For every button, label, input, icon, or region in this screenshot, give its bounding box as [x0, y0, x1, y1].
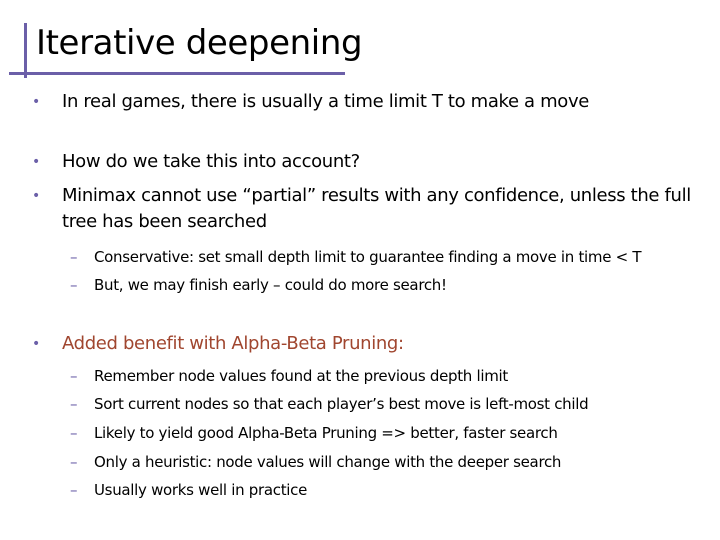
- sub-bullet-text: Sort current nodes so that each player’s best move is left-most child: [94, 395, 589, 413]
- bullet-item: [32, 183, 702, 235]
- bullet-text: In real games, there is usually a time limit T to make a move: [62, 91, 589, 112]
- sub-bullet-text: Only a heuristic: node values will change with the deeper search: [94, 453, 562, 471]
- sub-bullet-text: But, we may finish early – could do more search!: [94, 276, 447, 294]
- sub-bullet-marker: –: [70, 424, 78, 442]
- bullet-text: Minimax cannot use “partial” results with any confidence, unless the full tree has been searched: [62, 185, 691, 232]
- sub-bullet-marker: –: [70, 248, 78, 266]
- sub-bullet-item: [70, 448, 561, 476]
- sub-bullet-text: Remember node values found at the previous depth limit: [94, 367, 508, 385]
- sub-bullet-item: [70, 271, 447, 299]
- bullet-marker: •: [32, 94, 41, 110]
- bullet-marker: •: [32, 188, 41, 204]
- bullet-marker: •: [32, 154, 41, 170]
- sub-bullet-item: [70, 476, 307, 504]
- bullet-text-highlighted: Added benefit with Alpha-Beta Pruning:: [62, 333, 404, 354]
- sub-bullet-item: [70, 419, 558, 447]
- bullet-item: [32, 149, 360, 175]
- bullet-marker: •: [32, 336, 41, 352]
- sub-bullet-item: [70, 243, 641, 271]
- sub-bullet-marker: –: [70, 481, 78, 499]
- bullet-item: [32, 331, 404, 357]
- slide-title: Iterative deepening: [36, 23, 363, 63]
- bullet-item: [32, 89, 589, 115]
- sub-bullet-item: [70, 390, 588, 418]
- sub-bullet-marker: –: [70, 453, 78, 471]
- sub-bullet-text: Conservative: set small depth limit to guarantee finding a move in time < T: [94, 248, 642, 266]
- sub-bullet-marker: –: [70, 367, 78, 385]
- sub-bullet-text: Likely to yield good Alpha-Beta Pruning => better, faster search: [94, 424, 558, 442]
- title-accent-vertical-bar: [24, 23, 27, 78]
- bullet-text: How do we take this into account?: [62, 151, 360, 172]
- sub-bullet-marker: –: [70, 395, 78, 413]
- title-accent-horizontal-bar: [9, 72, 345, 75]
- sub-bullet-text: Usually works well in practice: [94, 481, 308, 499]
- sub-bullet-item: [70, 362, 508, 390]
- sub-bullet-marker: –: [70, 276, 78, 294]
